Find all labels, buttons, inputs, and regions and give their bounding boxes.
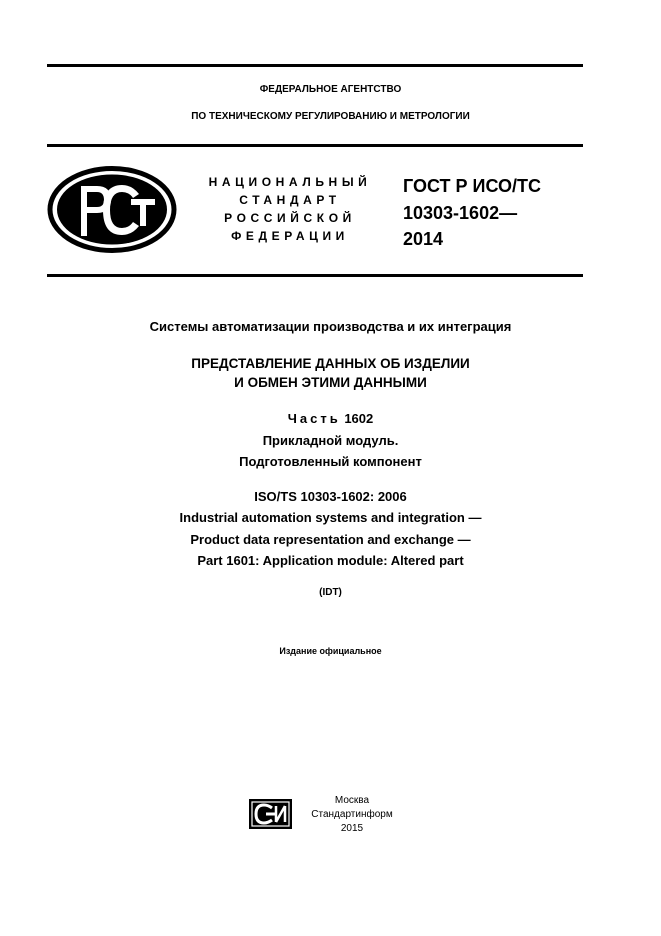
- national-standard-line-2: СТАНДАРТ: [239, 193, 341, 207]
- national-standard-line-4: ФЕДЕРАЦИИ: [231, 229, 349, 243]
- main-title-line-2: И ОБМЕН ЭТИМИ ДАННЫМИ: [234, 375, 427, 390]
- publisher-city: Москва: [334, 795, 370, 806]
- part-number: 1602: [344, 411, 374, 426]
- main-title-line-1: ПРЕДСТАВЛЕНИЕ ДАННЫХ ОБ ИЗДЕЛИИ: [191, 356, 470, 371]
- body-rule: [47, 274, 583, 277]
- gost-designation-line-1: ГОСТ Р ИСО/ТС: [403, 176, 542, 196]
- top-rule: [47, 64, 583, 67]
- gost-designation-line-2: 10303-1602—: [403, 203, 518, 223]
- subtitle-line-2: Подготовленный компонент: [239, 454, 422, 469]
- national-standard-line-1: НАЦИОНАЛЬНЫЙ: [208, 175, 372, 189]
- part-line: [0, 411, 661, 426]
- iso-title-line-3: Part 1601: Application module: Altered part: [197, 553, 464, 568]
- equivalence-marker: (IDT): [319, 587, 342, 598]
- part-word: Часть: [287, 411, 341, 426]
- rst-emblem-icon: [47, 166, 177, 253]
- publisher-name: Стандартинформ: [311, 809, 393, 820]
- gost-designation-line-3: 2014: [403, 229, 444, 249]
- standartinform-logo-icon: [249, 799, 292, 829]
- series-title: Системы автоматизации производства и их интеграция: [149, 319, 512, 334]
- agency-line-2: ПО ТЕХНИЧЕСКОМУ РЕГУЛИРОВАНИЮ И МЕТРОЛОГИИ: [191, 111, 470, 122]
- iso-reference: ISO/TS 10303-1602: 2006: [254, 489, 407, 504]
- iso-title-line-1: Industrial automation systems and integration —: [179, 510, 482, 525]
- subtitle-line-1: Прикладной модуль.: [262, 433, 399, 448]
- iso-title-line-2: Product data representation and exchange —: [190, 532, 471, 547]
- agency-line-1: ФЕДЕРАЛЬНОЕ АГЕНТСТВО: [259, 84, 402, 95]
- publisher-year: 2015: [340, 823, 364, 834]
- national-standard-line-3: РОССИЙСКОЙ: [224, 211, 356, 225]
- header-rule: [47, 144, 583, 147]
- edition-note: Издание официальное: [279, 646, 382, 656]
